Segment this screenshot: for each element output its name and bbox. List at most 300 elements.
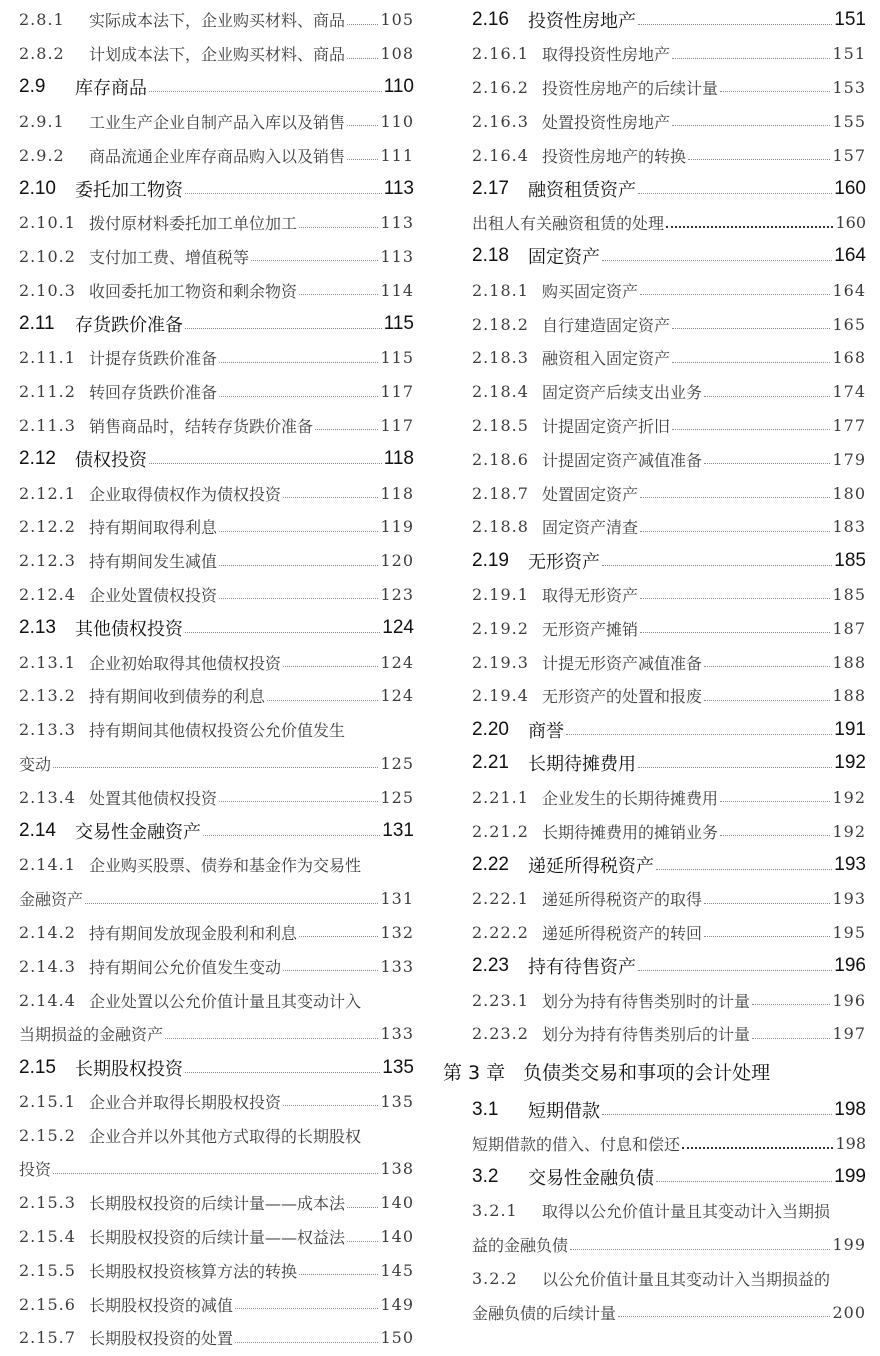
entry-title: 企业处置以公允价值计量且其变动计入 bbox=[89, 991, 362, 1011]
entry-number: 2.20 bbox=[472, 718, 509, 740]
dot-leader bbox=[672, 428, 830, 430]
dot-leader bbox=[656, 868, 832, 870]
entry-number: 2.18.1 bbox=[472, 280, 529, 300]
dot-leader bbox=[53, 766, 378, 768]
toc-section[interactable] bbox=[472, 3, 866, 37]
entry-title: 销售商品时，结转存货跌价准备 bbox=[89, 416, 314, 436]
page-number: 177 bbox=[832, 415, 866, 435]
toc-entry[interactable] bbox=[472, 409, 866, 443]
dot-leader bbox=[618, 1315, 830, 1317]
toc-entry-line2[interactable] bbox=[19, 1152, 414, 1186]
entry-title-cont: 当期损益的金融资产 bbox=[19, 1025, 164, 1045]
entry-title: 处置其他债权投资 bbox=[89, 788, 218, 808]
toc-entry-line1[interactable] bbox=[472, 1262, 866, 1296]
toc-entry[interactable] bbox=[19, 206, 414, 240]
toc-entry[interactable] bbox=[19, 1253, 414, 1287]
dot-leader bbox=[185, 327, 382, 329]
entry-number: 2.11.2 bbox=[19, 382, 76, 402]
entry-number: 2.16 bbox=[472, 8, 509, 30]
entry-title: 固定资产清查 bbox=[542, 518, 639, 538]
toc-entry[interactable] bbox=[19, 37, 414, 71]
dot-leader bbox=[602, 259, 832, 261]
page-number: 135 bbox=[380, 1091, 414, 1111]
toc-entry[interactable] bbox=[19, 679, 414, 713]
toc-entry[interactable] bbox=[472, 37, 866, 71]
page-number: 153 bbox=[832, 77, 866, 97]
entry-title: 长期待摊费用的摊销业务 bbox=[542, 822, 719, 842]
toc-section[interactable] bbox=[472, 1093, 866, 1127]
entry-title-cont: 金融负债的后续计量 bbox=[472, 1303, 617, 1323]
entry-number: 2.15.6 bbox=[19, 1294, 76, 1314]
entry-title: 企业初始取得其他债权投资 bbox=[89, 653, 282, 673]
dot-leader bbox=[203, 834, 380, 836]
entry-title: 企业取得债权作为债权投资 bbox=[89, 484, 282, 504]
dot-leader bbox=[640, 631, 830, 633]
entry-number: 3.2 bbox=[472, 1166, 499, 1188]
entry-number: 2.21.2 bbox=[472, 821, 529, 841]
page-number: 179 bbox=[832, 449, 866, 469]
toc-entry-line1[interactable] bbox=[19, 1118, 414, 1152]
toc-entry-line1[interactable] bbox=[472, 1194, 866, 1228]
toc-entry[interactable] bbox=[472, 916, 866, 950]
entry-title: 持有期间取得利息 bbox=[89, 518, 218, 538]
entry-number: 2.10 bbox=[19, 177, 56, 199]
toc-section[interactable] bbox=[472, 172, 866, 206]
dot-leader bbox=[347, 23, 378, 25]
entry-title: 融资租入固定资产 bbox=[542, 349, 671, 369]
entry-number: 3.2.1 bbox=[472, 1201, 518, 1221]
toc-section[interactable] bbox=[19, 442, 414, 476]
toc-entry-line2[interactable] bbox=[19, 882, 414, 916]
dot-leader bbox=[638, 766, 832, 768]
page-number: 113 bbox=[380, 213, 414, 233]
toc-entry[interactable] bbox=[472, 273, 866, 307]
chapter-title: 负债类交易和事项的会计处理 bbox=[523, 1062, 771, 1085]
page-number: 132 bbox=[380, 922, 414, 942]
toc-section[interactable] bbox=[19, 172, 414, 206]
page-number: 191 bbox=[834, 718, 866, 740]
toc-entry[interactable] bbox=[472, 1127, 866, 1161]
entry-title: 无形资产 bbox=[528, 551, 600, 573]
toc-entry[interactable] bbox=[472, 138, 866, 172]
toc-entry[interactable] bbox=[472, 780, 866, 814]
entry-number: 2.12.1 bbox=[19, 483, 76, 503]
entry-number: 2.23.1 bbox=[472, 990, 529, 1010]
dot-leader bbox=[640, 597, 830, 599]
page-number: 187 bbox=[832, 618, 866, 638]
entry-title: 企业处置债权投资 bbox=[89, 585, 218, 605]
entry-number: 2.8.2 bbox=[19, 44, 65, 64]
entry-number: 2.14.3 bbox=[19, 956, 76, 976]
entry-title: 处置投资性房地产 bbox=[542, 112, 671, 132]
page-number: 110 bbox=[383, 76, 414, 98]
entry-number: 2.19.3 bbox=[472, 652, 529, 672]
entry-number: 2.14.2 bbox=[19, 922, 76, 942]
dot-leader bbox=[185, 1071, 380, 1073]
page-number: 133 bbox=[380, 1024, 414, 1044]
entry-title: 融资租赁资产 bbox=[528, 179, 636, 201]
entry-title: 投资性房地产的转换 bbox=[542, 146, 687, 166]
toc-entry[interactable] bbox=[19, 544, 414, 578]
dot-leader bbox=[283, 496, 378, 498]
dot-leader bbox=[185, 192, 382, 194]
entry-number: 2.18.7 bbox=[472, 483, 529, 503]
toc-entry[interactable] bbox=[472, 814, 866, 848]
entry-title: 委托加工物资 bbox=[75, 179, 183, 201]
entry-title: 长期股权投资的减值 bbox=[89, 1295, 234, 1315]
entry-number: 2.17 bbox=[472, 177, 509, 199]
entry-title-cont: 投资 bbox=[19, 1160, 52, 1180]
dot-leader bbox=[149, 462, 382, 464]
entry-number: 2.15.4 bbox=[19, 1227, 76, 1247]
dot-leader bbox=[299, 935, 378, 937]
page-number: 188 bbox=[832, 652, 866, 672]
dot-leader bbox=[704, 395, 830, 397]
entry-number: 2.18.8 bbox=[472, 517, 529, 537]
toc-section[interactable] bbox=[472, 1160, 866, 1194]
toc-entry[interactable] bbox=[19, 1085, 414, 1119]
entry-title-cont: 益的金融负债 bbox=[472, 1236, 569, 1256]
entry-number: 2.9.1 bbox=[19, 111, 65, 131]
entry-title: 库存商品 bbox=[75, 78, 147, 100]
entry-number: 2.15.2 bbox=[19, 1125, 76, 1145]
toc-entry[interactable] bbox=[19, 916, 414, 950]
dot-leader bbox=[672, 124, 830, 126]
entry-number: 2.22.2 bbox=[472, 922, 529, 942]
toc-entry[interactable] bbox=[19, 409, 414, 443]
dot-leader bbox=[720, 90, 830, 92]
page-number: 196 bbox=[832, 990, 866, 1010]
entry-title: 无形资产摊销 bbox=[542, 619, 639, 639]
page-number: 118 bbox=[383, 448, 414, 470]
toc-entry[interactable] bbox=[19, 1186, 414, 1220]
entry-title: 短期借款的借入、付息和偿还 bbox=[472, 1134, 681, 1154]
entry-title: 持有期间收到债券的利息 bbox=[89, 687, 266, 707]
page-number: 180 bbox=[832, 483, 866, 503]
toc-entry[interactable] bbox=[472, 882, 866, 916]
entry-number: 2.23 bbox=[472, 955, 509, 977]
toc-section[interactable] bbox=[19, 307, 414, 341]
page-number: 119 bbox=[380, 517, 414, 537]
entry-title: 短期借款 bbox=[528, 1100, 600, 1122]
entry-title: 长期待摊费用 bbox=[528, 754, 636, 776]
dot-leader bbox=[53, 1172, 378, 1174]
entry-number: 2.12 bbox=[19, 448, 56, 470]
dot-leader bbox=[720, 834, 830, 836]
toc-entry[interactable] bbox=[19, 949, 414, 983]
entry-number: 2.13.4 bbox=[19, 787, 76, 807]
dot-leader bbox=[315, 428, 378, 430]
entry-title: 企业合并以外其他方式取得的长期股权 bbox=[89, 1126, 362, 1146]
toc-section[interactable] bbox=[472, 240, 866, 274]
entry-title: 取得投资性房地产 bbox=[542, 45, 671, 65]
entry-number: 2.21 bbox=[472, 752, 509, 774]
toc-entry[interactable] bbox=[19, 1220, 414, 1254]
dot-leader bbox=[672, 57, 830, 59]
toc-entry[interactable] bbox=[472, 1017, 866, 1051]
entry-title: 自行建造固定资产 bbox=[542, 315, 671, 335]
entry-number: 3.1 bbox=[472, 1098, 499, 1120]
page-number: 135 bbox=[382, 1056, 414, 1078]
page-number: 199 bbox=[834, 1166, 866, 1188]
page-number: 117 bbox=[380, 382, 414, 402]
entry-title: 固定资产 bbox=[528, 247, 600, 269]
page-number: 108 bbox=[380, 44, 414, 64]
page-number: 111 bbox=[380, 145, 414, 165]
page-number: 185 bbox=[834, 549, 866, 571]
toc-entry[interactable] bbox=[472, 307, 866, 341]
page-number: 125 bbox=[380, 787, 414, 807]
entry-title-cont: 金融资产 bbox=[19, 890, 84, 910]
dot-leader bbox=[752, 1003, 830, 1005]
entry-number: 2.15.7 bbox=[19, 1328, 76, 1348]
page-number: 114 bbox=[380, 280, 414, 300]
page-number: 105 bbox=[380, 10, 414, 30]
page-number: 160 bbox=[834, 177, 866, 199]
dot-leader bbox=[570, 1248, 830, 1250]
page-number: 150 bbox=[380, 1328, 414, 1348]
entry-number: 2.19.4 bbox=[472, 686, 529, 706]
toc-section[interactable] bbox=[472, 949, 866, 983]
toc-entry[interactable] bbox=[472, 578, 866, 612]
entry-number: 2.18.4 bbox=[472, 382, 529, 402]
dot-leader bbox=[347, 158, 378, 160]
page-number: 200 bbox=[832, 1302, 866, 1322]
page-number: 124 bbox=[380, 686, 414, 706]
toc-section[interactable] bbox=[19, 1051, 414, 1085]
dot-leader bbox=[347, 57, 378, 59]
dot-leader bbox=[638, 192, 832, 194]
entry-title-cont: 变动 bbox=[19, 754, 52, 774]
toc-section[interactable] bbox=[472, 747, 866, 781]
page-number: 198 bbox=[835, 1133, 866, 1153]
entry-number: 2.14.1 bbox=[19, 855, 76, 875]
toc-entry-line2[interactable] bbox=[472, 1295, 866, 1329]
dot-leader bbox=[347, 124, 378, 126]
entry-title: 存货跌价准备 bbox=[75, 315, 183, 337]
entry-number: 2.10.2 bbox=[19, 246, 76, 266]
page-number: 195 bbox=[832, 922, 866, 942]
toc-entry[interactable] bbox=[472, 510, 866, 544]
page-number: 185 bbox=[832, 584, 866, 604]
dot-leader bbox=[640, 530, 830, 532]
page-number: 131 bbox=[380, 889, 414, 909]
toc-entry[interactable] bbox=[19, 476, 414, 510]
dot-leader bbox=[656, 1180, 832, 1182]
entry-title: 交易性金融负债 bbox=[528, 1168, 654, 1190]
page-number: 192 bbox=[834, 752, 866, 774]
dot-leader bbox=[283, 969, 378, 971]
entry-number: 2.15.1 bbox=[19, 1091, 76, 1111]
entry-title: 持有期间公允价值发生变动 bbox=[89, 957, 282, 977]
toc-entry-line1[interactable] bbox=[19, 848, 414, 882]
entry-number: 2.9 bbox=[19, 76, 46, 98]
dot-leader bbox=[704, 462, 830, 464]
toc-section[interactable] bbox=[472, 713, 866, 747]
page-number: 164 bbox=[834, 245, 866, 267]
page-number: 140 bbox=[380, 1227, 414, 1247]
toc-entry[interactable] bbox=[19, 510, 414, 544]
page-number: 174 bbox=[832, 382, 866, 402]
page-number: 192 bbox=[832, 787, 866, 807]
toc-section[interactable] bbox=[19, 814, 414, 848]
toc-entry[interactable] bbox=[472, 71, 866, 105]
toc-entry[interactable] bbox=[19, 1287, 414, 1321]
toc-entry[interactable] bbox=[472, 611, 866, 645]
entry-title: 交易性金融资产 bbox=[75, 822, 201, 844]
page-number: 164 bbox=[832, 280, 866, 300]
entry-number: 2.13.1 bbox=[19, 652, 76, 672]
dot-leader bbox=[283, 1104, 378, 1106]
page-number: 125 bbox=[380, 753, 414, 773]
entry-number: 2.19.1 bbox=[472, 584, 529, 604]
page-number: 160 bbox=[835, 213, 866, 233]
toc-entry[interactable] bbox=[472, 206, 866, 240]
entry-title: 长期股权投资的处置 bbox=[89, 1329, 234, 1349]
page-number: 138 bbox=[380, 1159, 414, 1179]
dot-leader bbox=[299, 293, 378, 295]
toc-right-column bbox=[443, 3, 866, 1329]
entry-number: 2.14.4 bbox=[19, 990, 76, 1010]
toc-entry[interactable] bbox=[19, 578, 414, 612]
toc-entry-line1[interactable] bbox=[19, 713, 414, 747]
toc-entry[interactable] bbox=[472, 341, 866, 375]
page-number: 155 bbox=[832, 111, 866, 131]
entry-number: 2.10.1 bbox=[19, 213, 76, 233]
dot-leader bbox=[283, 665, 378, 667]
dot-leader bbox=[165, 1037, 378, 1039]
entry-title: 处置固定资产 bbox=[542, 484, 639, 504]
page-number: 183 bbox=[832, 517, 866, 537]
toc-entry[interactable] bbox=[19, 240, 414, 274]
dot-leader bbox=[602, 564, 832, 566]
entry-title: 长期股权投资的后续计量——成本法 bbox=[89, 1194, 346, 1214]
page-number: 196 bbox=[834, 955, 866, 977]
entry-number: 2.18.5 bbox=[472, 415, 529, 435]
toc-entry[interactable] bbox=[19, 138, 414, 172]
entry-number: 2.14 bbox=[19, 820, 56, 842]
entry-title: 取得无形资产 bbox=[542, 585, 639, 605]
toc-entry[interactable] bbox=[19, 104, 414, 138]
entry-number: 2.9.2 bbox=[19, 145, 65, 165]
entry-title: 递延所得税资产的取得 bbox=[542, 890, 703, 910]
page-number: 113 bbox=[383, 177, 414, 199]
toc-section[interactable] bbox=[19, 71, 414, 105]
toc-entry[interactable] bbox=[19, 341, 414, 375]
toc-section[interactable] bbox=[472, 544, 866, 578]
entry-number: 2.22 bbox=[472, 853, 509, 875]
toc-entry[interactable] bbox=[472, 983, 866, 1017]
page-number: 140 bbox=[380, 1193, 414, 1213]
page-number: 115 bbox=[383, 313, 414, 335]
page-number: 117 bbox=[380, 415, 414, 435]
toc-entry[interactable] bbox=[472, 645, 866, 679]
entry-title: 持有期间其他债权投资公允价值发生 bbox=[89, 721, 346, 741]
dot-leader bbox=[149, 90, 382, 92]
toc-left-column bbox=[19, 3, 414, 1355]
entry-title: 长期股权投资核算方法的转换 bbox=[89, 1261, 298, 1281]
toc-entry-line1[interactable] bbox=[19, 983, 414, 1017]
dot-leader bbox=[638, 23, 832, 25]
page-number: 193 bbox=[834, 853, 866, 875]
page-number: 120 bbox=[380, 551, 414, 571]
dot-leader bbox=[720, 800, 830, 802]
page-number: 165 bbox=[832, 314, 866, 334]
entry-title: 工业生产企业自制产品入库以及销售 bbox=[89, 112, 346, 132]
toc-entry[interactable] bbox=[19, 3, 414, 37]
dot-leader bbox=[602, 1113, 832, 1115]
dot-leader bbox=[219, 395, 378, 397]
page-number: 145 bbox=[380, 1260, 414, 1280]
entry-title: 其他债权投资 bbox=[75, 619, 183, 641]
entry-title: 持有期间发生减值 bbox=[89, 552, 218, 572]
toc-entry[interactable] bbox=[19, 273, 414, 307]
toc-entry[interactable] bbox=[472, 476, 866, 510]
entry-number: 2.18 bbox=[472, 245, 509, 267]
dot-leader bbox=[219, 361, 378, 363]
entry-number: 2.18.6 bbox=[472, 449, 529, 469]
entry-number: 2.11 bbox=[19, 313, 55, 335]
toc-entry[interactable] bbox=[472, 104, 866, 138]
dot-leader bbox=[704, 935, 830, 937]
toc-entry-line2[interactable] bbox=[472, 1228, 866, 1262]
toc-entry[interactable] bbox=[19, 375, 414, 409]
entry-title: 支付加工费、增值税等 bbox=[89, 247, 250, 267]
entry-number: 2.16.4 bbox=[472, 145, 529, 165]
page-number: 151 bbox=[834, 8, 866, 30]
entry-number: 2.15 bbox=[19, 1056, 56, 1078]
toc-section[interactable] bbox=[472, 848, 866, 882]
toc-entry[interactable] bbox=[472, 442, 866, 476]
page-number: 198 bbox=[834, 1098, 866, 1120]
toc-entry[interactable] bbox=[19, 1321, 414, 1355]
page-number: 124 bbox=[382, 617, 414, 639]
toc-entry-line2[interactable] bbox=[19, 1017, 414, 1051]
page-number: 193 bbox=[832, 889, 866, 909]
toc-section[interactable] bbox=[19, 611, 414, 645]
entry-number: 2.8.1 bbox=[19, 10, 65, 30]
entry-number: 2.15.3 bbox=[19, 1193, 76, 1213]
entry-title: 计提存货跌价准备 bbox=[89, 349, 218, 369]
page-number: 131 bbox=[382, 820, 414, 842]
toc-entry[interactable] bbox=[472, 679, 866, 713]
toc-entry[interactable] bbox=[472, 375, 866, 409]
entry-number: 2.19 bbox=[472, 549, 509, 571]
chapter-heading[interactable] bbox=[443, 1051, 866, 1093]
page-number: 168 bbox=[832, 348, 866, 368]
toc-entry[interactable] bbox=[19, 780, 414, 814]
toc-entry[interactable] bbox=[19, 645, 414, 679]
dot-leader bbox=[219, 564, 378, 566]
entry-title: 投资性房地产 bbox=[528, 10, 636, 32]
entry-title: 商品流通企业库存商品购入以及销售 bbox=[89, 146, 346, 166]
entry-title: 计划成本法下，企业购买材料、商品 bbox=[89, 45, 346, 65]
entry-number: 2.12.3 bbox=[19, 551, 76, 571]
entry-number: 2.13.2 bbox=[19, 686, 76, 706]
page-number: 157 bbox=[832, 145, 866, 165]
page-number: 149 bbox=[380, 1294, 414, 1314]
entry-number: 2.19.2 bbox=[472, 618, 529, 638]
page-number: 192 bbox=[832, 821, 866, 841]
entry-title: 购买固定资产 bbox=[542, 281, 639, 301]
toc-entry-line2[interactable] bbox=[19, 747, 414, 781]
entry-title: 企业发生的长期待摊费用 bbox=[542, 788, 719, 808]
dot-leader bbox=[219, 800, 378, 802]
page-number: 199 bbox=[832, 1235, 866, 1255]
entry-title: 持有期间发放现金股利和利息 bbox=[89, 923, 298, 943]
entry-title: 企业合并取得长期股权投资 bbox=[89, 1092, 282, 1112]
page-number: 133 bbox=[380, 956, 414, 976]
